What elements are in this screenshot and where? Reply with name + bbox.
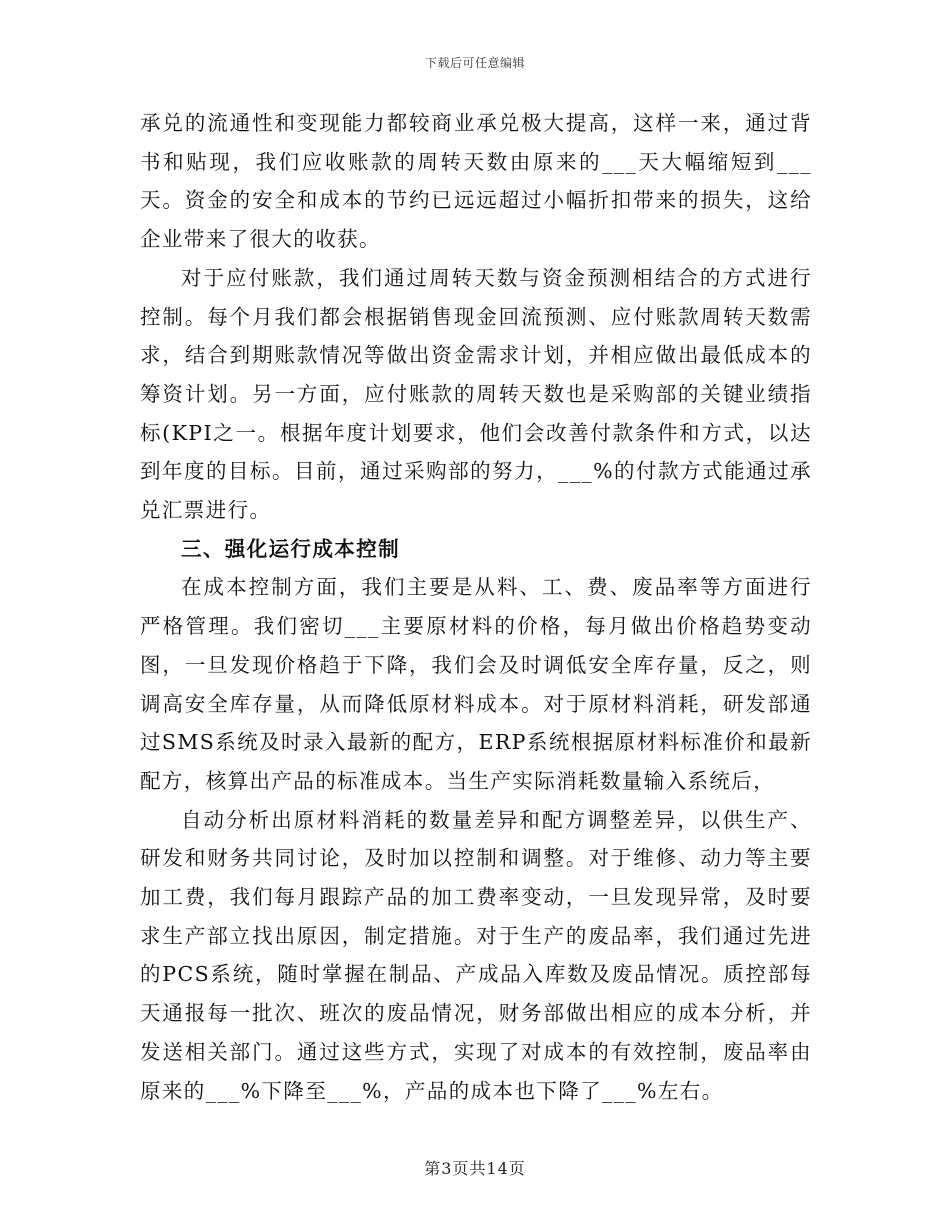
paragraph-analysis: 自动分析出原材料消耗的数量差异和配方调整差异，以供生产、研发和财务共同讨论，及时加以控制和调整。对于维修、动力等主要加工费，我们每月跟踪产品的加工费率变动，一旦发现异常，及时要求生产部立找出原因，制定措施。对于生产的废品率，我们通过先进的PCS系统，随时掌握在制品、产成品入库数及废品情况。质控部每天通报每一批次、班次的废品情况，财务部做出相应的成本分析，并发送相关部门。通过这些方式，实现了对成本的有效控制，废品率由原来的___%下降至___%，产品的成本也下降了___%左右。 <box>140 807 812 1103</box>
paragraph-receivables: 承兑的流通性和变现能力都较商业承兑极大提高，这样一来，通过背书和贴现，我们应收账款的周转天数由原来的___天大幅缩短到___天。资金的安全和成本的节约已远远超过小幅折扣带来的损失，这给企业带来了很大的收获。 <box>140 111 812 252</box>
section-heading: 三、强化运行成本控制 <box>181 536 400 561</box>
paragraph-cost-control: 在成本控制方面，我们主要是从料、工、费、废品率等方面进行严格管理。我们密切___主要原材料的价格，每月做出价格趋势变动图，一旦发现价格趋于下降，我们会及时调低安全库存量，反之，则调高安全库存量，从而降低原材料成本。对于原材料消耗，研发部通过SMS系统及时录入最新的配方，ERP系统根据原材料标准价和最新配方，核算出产品的标准成本。当生产实际消耗数量输入系统后， <box>140 575 812 793</box>
page-header: 下载后可任意编辑 <box>424 56 525 70</box>
document-body <box>140 104 812 1110</box>
paragraph-payables: 对于应付账款，我们通过周转天数与资金预测相结合的方式进行控制。每个月我们都会根据销售现金回流预测、应付账款周转天数需求，结合到期账款情况等做出资金需求计划，并相应做出最低成本的筹资计划。另一方面，应付账款的周转天数也是采购部的关键业绩指标(KPI之一。根据年度计划要求，他们会改善付款条件和方式，以达到年度的目标。目前，通过采购部的努力，___%的付款方式能通过承兑汇票进行。 <box>140 265 812 523</box>
page-footer: 第3页共14页 <box>424 1159 526 1178</box>
